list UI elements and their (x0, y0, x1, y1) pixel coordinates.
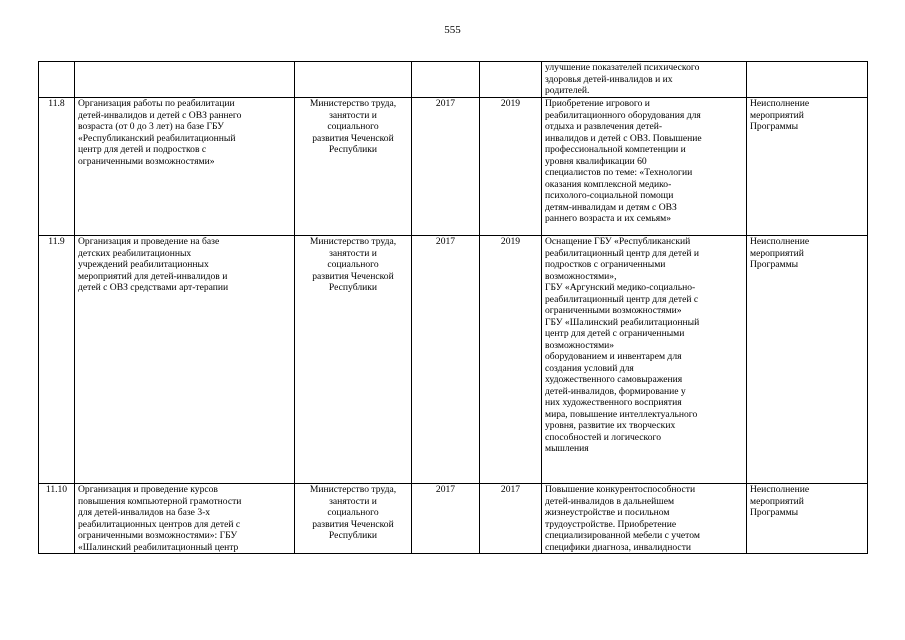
expected-result-line: оборудованием и инвентарем для (545, 351, 682, 362)
expected-result-line: детей-инвалидов в дальнейшем (545, 495, 675, 507)
expected-result-line: центр для детей с ограниченными (545, 328, 685, 339)
expected-result (542, 484, 747, 554)
responsible-executor-line: развития Чеченской (312, 132, 394, 144)
expected-result-line: уровня, развитие их творческих (545, 420, 676, 431)
activity-name (75, 236, 295, 484)
responsible-executor-line: развития Чеченской (312, 270, 394, 282)
risk-consequence-line: Неисполнение (750, 98, 810, 109)
expected-result (542, 62, 747, 98)
responsible-executor (295, 98, 412, 236)
risk-consequence-line: Программы (750, 259, 799, 270)
expected-result-line: раннего возраста и их семьям» (545, 213, 672, 224)
expected-result-line: детей-инвалидов, формирование у (545, 385, 686, 397)
activity-name-line: «Шалинский реабилитационный центр (78, 541, 239, 553)
table-row (39, 236, 868, 484)
start-year: 2017 (412, 236, 480, 484)
risk-consequence (747, 484, 868, 554)
activity-name-line: центр для детей и подростков с (78, 144, 207, 155)
expected-result-line: мира, повышение интеллектуального (545, 408, 698, 420)
responsible-executor-line: Министерство труда, (309, 236, 397, 247)
expected-result (542, 236, 747, 484)
expected-result-line: Приобретение игрового и (545, 98, 650, 109)
expected-result-line: детям-инвалидам и детям с ОВЗ (545, 201, 677, 213)
responsible-executor-line: Министерство труда, (309, 484, 397, 495)
expected-result-line: ГБУ «Шалинский реабилитационный (545, 316, 700, 328)
activity-name-line: «Республиканский реабилитационный (78, 132, 236, 144)
start-year: 2017 (412, 484, 480, 554)
activity-name-line: Организация и проведение на базе (78, 236, 220, 247)
activity-name-line: реабилитационных центров для детей с (78, 518, 241, 530)
expected-result-line: инвалидов и детей с ОВЗ. Повышение (545, 132, 702, 144)
activity-name-line: ограниченными возможностями»: ГБУ (78, 530, 238, 541)
program-activities-table (38, 61, 868, 554)
expected-result-line: художественного самовыражения (545, 374, 683, 385)
end-year: 2019 (480, 98, 542, 236)
expected-result-line: специалистов по теме: «Технологии (545, 167, 693, 178)
expected-result-line: здоровья детей-инвалидов и их (545, 73, 673, 85)
activity-name-line: повышения компьютерной грамотности (78, 495, 242, 507)
responsible-executor-line: занятости и (329, 109, 377, 121)
expected-result-line: ограниченными возможностями» (545, 305, 682, 316)
risk-consequence-line: мероприятий (750, 247, 804, 259)
activity-name-line: возраста (от 0 до 3 лет) на базе ГБУ (78, 121, 224, 132)
risk-consequence-line: Неисполнение (750, 236, 810, 247)
responsible-executor-line: социального (327, 121, 379, 132)
end-year (480, 62, 542, 98)
expected-result-line: уровня квалификации 60 (545, 155, 647, 167)
risk-consequence (747, 98, 868, 236)
page-number: 555 (444, 24, 461, 36)
expected-result-line: мышления (545, 443, 589, 454)
expected-result-line: подростков с ограниченными (545, 259, 666, 270)
responsible-executor (295, 62, 412, 98)
row-number: 11.9 (39, 236, 75, 484)
expected-result-line: способностей и логического (545, 431, 662, 443)
expected-result-line: отдыха и развлечения детей- (545, 121, 663, 132)
expected-result (542, 98, 747, 236)
responsible-executor-line: занятости и (329, 495, 377, 507)
activity-name-line: ограниченными возможностями» (78, 155, 215, 167)
expected-result-line: улучшение показателей психического (545, 62, 700, 73)
activity-name-line: для детей-инвалидов на базе 3-х (78, 507, 211, 518)
responsible-executor-line: Республики (328, 144, 378, 155)
expected-result-line: трудоустройстве. Приобретение (545, 518, 677, 530)
expected-result-line: возможностями», (545, 270, 617, 282)
activity-name-line: мероприятий для детей-инвалидов и (78, 270, 228, 282)
responsible-executor-line: занятости и (329, 247, 377, 259)
activity-name-line: Организация работы по реабилитации (78, 98, 235, 109)
activity-name-line: Организация и проведение курсов (78, 484, 218, 495)
expected-result-line: профессиональной компетенции и (545, 144, 686, 155)
risk-consequence-line: Программы (750, 121, 799, 132)
table-row (39, 98, 868, 236)
responsible-executor-line: социального (327, 259, 379, 270)
expected-result-line: Оснащение ГБУ «Республиканский (545, 236, 691, 247)
expected-result-line: создания условий для (545, 362, 634, 374)
activity-name-line: учреждений реабилитационных (78, 259, 209, 270)
expected-result-line: специфики диагноза, инвалидности (545, 541, 692, 553)
expected-result-line: них художественного восприятия (545, 397, 682, 408)
expected-result-line: реабилитационного оборудования для (545, 109, 701, 121)
responsible-executor (295, 236, 412, 484)
expected-result-line: ГБУ «Аргунский медико-социально- (545, 282, 696, 293)
end-year: 2017 (480, 484, 542, 554)
risk-consequence-line: мероприятий (750, 109, 804, 121)
expected-result-line: Повышение конкурентоспособности (545, 484, 696, 495)
responsible-executor-line: развития Чеченской (312, 518, 394, 530)
responsible-executor-line: Республики (328, 282, 378, 293)
expected-result-line: родителей. (545, 85, 590, 96)
start-year (412, 62, 480, 98)
activity-name-line: детей с ОВЗ средствами арт-терапии (78, 282, 229, 293)
activity-name (75, 98, 295, 236)
row-number: 11.10 (39, 484, 75, 554)
risk-consequence-line: Программы (750, 507, 799, 518)
activity-name (75, 484, 295, 554)
table-row (39, 62, 868, 98)
expected-result-line: жизнеустройстве и посильном (545, 507, 670, 518)
responsible-executor-line: социального (327, 507, 379, 518)
row-number (39, 62, 75, 98)
expected-result-line: психолого-социальной помощи (545, 190, 674, 201)
responsible-executor-line: Республики (328, 530, 378, 541)
risk-consequence-line: мероприятий (750, 495, 804, 507)
table-row (39, 484, 868, 554)
expected-result-line: специализированной мебели с учетом (545, 530, 700, 541)
activity-name-line: детей-инвалидов и детей с ОВЗ раннего (78, 109, 242, 121)
expected-result-line: возможностями» (545, 339, 615, 351)
risk-consequence (747, 62, 868, 98)
activity-name (75, 62, 295, 98)
expected-result-line: оказания комплексной медико- (545, 178, 672, 190)
responsible-executor-line: Министерство труда, (309, 98, 397, 109)
risk-consequence (747, 236, 868, 484)
responsible-executor (295, 484, 412, 554)
expected-result-line: реабилитационный центр для детей и (545, 247, 700, 259)
row-number: 11.8 (39, 98, 75, 236)
start-year: 2017 (412, 98, 480, 236)
end-year: 2019 (480, 236, 542, 484)
activity-name-line: детских реабилитационных (78, 247, 192, 259)
risk-consequence-line: Неисполнение (750, 484, 810, 495)
expected-result-line: реабилитационный центр для детей с (545, 293, 699, 305)
